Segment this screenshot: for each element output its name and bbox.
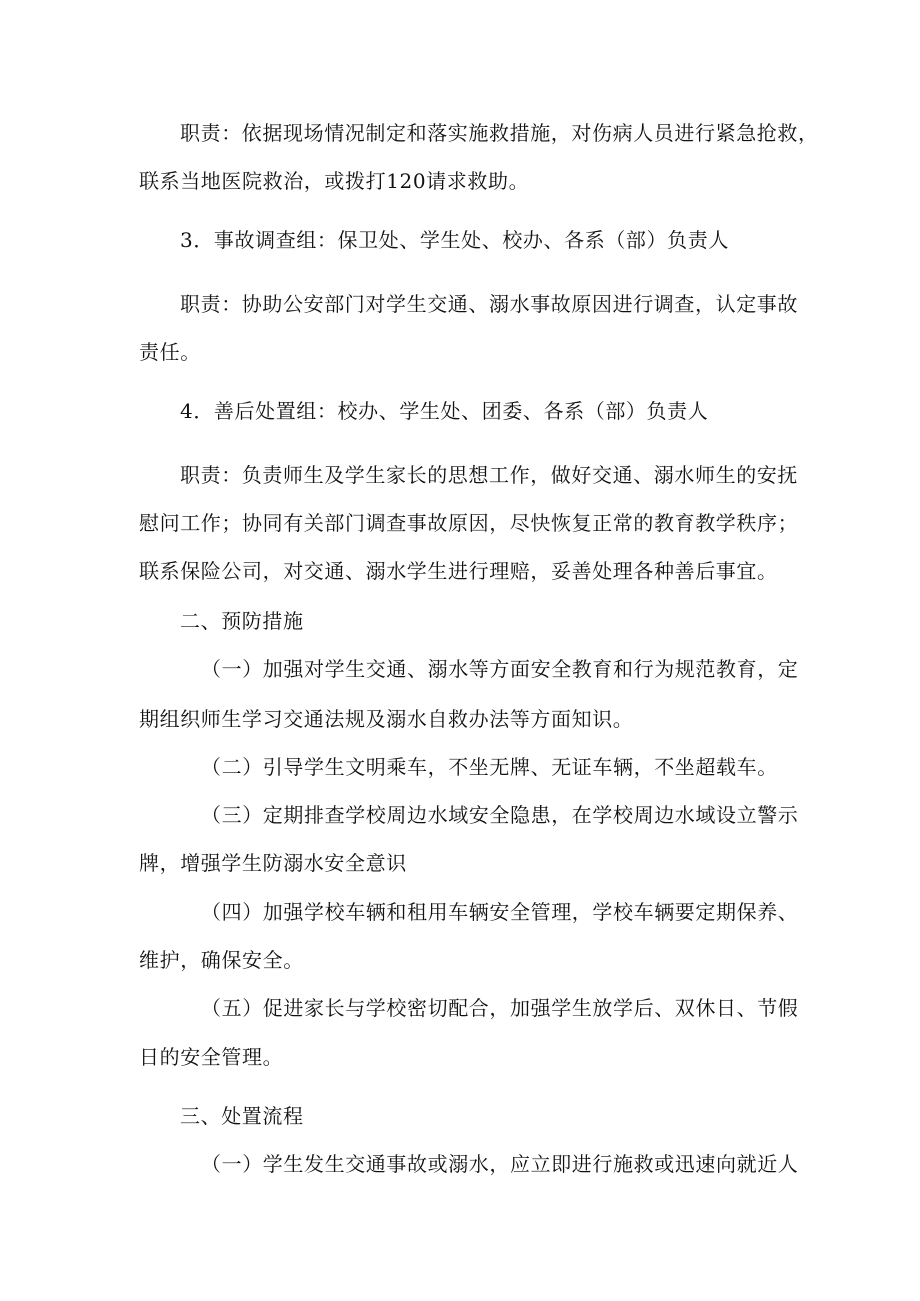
paragraph-line: （四）加强学校车辆和租用车辆安全管理，学校车辆要定期保养、 [201, 900, 799, 924]
paragraph-line: 牌，增强学生防溺水安全意识 [139, 851, 407, 875]
section-heading: 三、处置流程 [180, 1104, 304, 1128]
paragraph-line: 联系当地医院救治，或拨打120请求救助。 [139, 169, 530, 193]
paragraph-line: 责任。 [139, 340, 201, 364]
paragraph-line: 维护，确保安全。 [139, 948, 304, 972]
section-heading: 4．善后处置组：校办、学生处、团委、各系（部）负责人 [180, 399, 709, 423]
paragraph-line: 职责：依据现场情况制定和落实施救措施，对伤病人员进行紧急抢救， [180, 121, 819, 145]
paragraph-line: 期组织师生学习交通法规及溺水自救办法等方面知识。 [139, 707, 634, 731]
paragraph-line: （二）引导学生文明乘车，不坐无牌、无证车辆，不坐超载车。 [201, 755, 778, 779]
section-heading: 二、预防措施 [180, 609, 304, 633]
section-heading: 3．事故调查组：保卫处、学生处、校办、各系（部）负责人 [180, 228, 729, 252]
paragraph-line: 慰问工作；协同有关部门调查事故原因，尽快恢复正常的教育教学秩序； [139, 511, 799, 535]
paragraph-line: 职责：协助公安部门对学生交通、溺水事故原因进行调查，认定事故 [180, 292, 798, 316]
paragraph-line: （五）促进家长与学校密切配合，加强学生放学后、双休日、节假 [201, 996, 799, 1020]
paragraph-line: （三）定期排查学校周边水域安全隐患，在学校周边水域设立警示 [201, 803, 799, 827]
paragraph-line: （一）学生发生交通事故或溺水，应立即进行施救或迅速向就近人 [201, 1152, 799, 1176]
paragraph-line: 日的安全管理。 [139, 1045, 284, 1069]
paragraph-line: （一）加强对学生交通、溺水等方面安全教育和行为规范教育，定 [201, 657, 799, 681]
paragraph-line: 职责：负责师生及学生家长的思想工作，做好交通、溺水师生的安抚 [180, 463, 798, 487]
paragraph-line: 联系保险公司，对交通、溺水学生进行理赔，妥善处理各种善后事宜。 [139, 559, 778, 583]
